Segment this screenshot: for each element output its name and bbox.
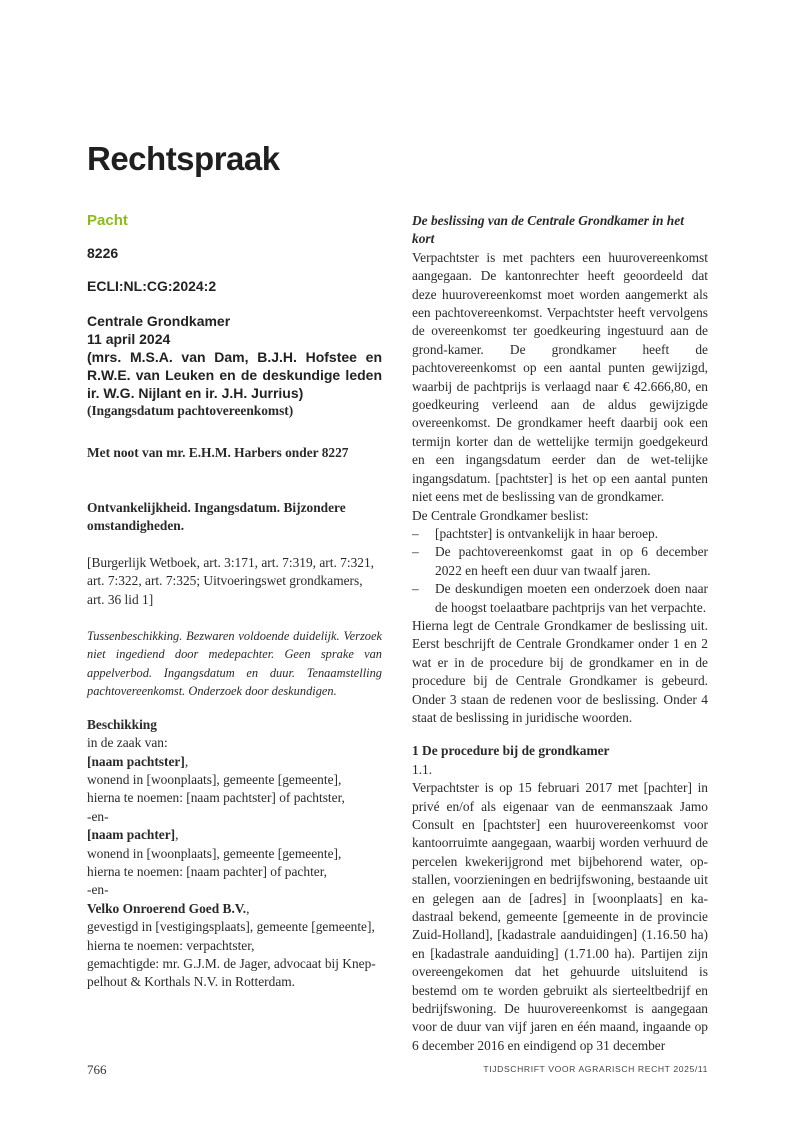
ecli-identifier: ECLI:NL:CG:2024:2 xyxy=(87,277,217,294)
right-column xyxy=(412,212,708,1055)
party-3-counsel: gemachtigde: mr. G.J.M. de Jager, advocaat bij Knep-pelhout & Korthals N.V. in Rotterdam. xyxy=(87,955,376,990)
keywords: Ontvankelijkheid. Ingangsdatum. Bijzondere omstandigheden. xyxy=(87,500,346,534)
party-3-address: gevestigd in [vestigingsplaats], gemeente [gemeente], xyxy=(87,919,375,935)
left-column xyxy=(87,212,382,992)
annotation-note: Met noot van mr. E.H.M. Harbers onder 8227 xyxy=(87,444,349,460)
section-paragraph: Verpachtster is op 15 februari 2017 met [pachter] in privé en/of als eigenaar van de eenmanszaak Jamo Consult en [pachtster] een huurovereenkomst voor kantoorruimte aangegaan, waarbij worden verhuurd de percelen kwekerijgrond met bijbehorend water, op-stallen, voorzieningen en bedrijfswoning, bestaande uit en gelegen aan de [adres] in [woonplaats] en ka-dastraal bekend, gemeente [gemeente in de provincie Zuid-Holland], [kadastrale aanduidingen] (1.16.50 ha) en [kadastrale aanduiding] (1.71.00 ha). Partijen zijn overeengekomen dat het gehuurde uitsluitend is bestemd om te worden gebruikt als sierteeltbedrijf en bedrijfswoning. De huurovereenkomst is aangegaan voor de duur van vijf jaren en één maand, ingaande op 6 december 2016 en eindigend op 31 december xyxy=(412,780,708,1053)
court-name: Centrale Grondkamer xyxy=(87,313,231,330)
party-1-alias: hierna te noemen: [naam pachtster] of pachtster, xyxy=(87,790,345,806)
section-number: 1.1. xyxy=(412,761,433,777)
party-1 xyxy=(87,753,382,771)
party-2-name: [naam pachter] xyxy=(87,827,176,843)
party-separator: -en- xyxy=(87,808,109,824)
court-block xyxy=(87,312,382,402)
party-3-alias: hierna te noemen: verpachtster, xyxy=(87,937,255,953)
list-item: – De pachtovereenkomst gaat in op 6 december 2022 en heeft een duur van twaalf jaren. xyxy=(412,543,708,580)
decision-date: 11 april 2024 xyxy=(87,331,171,348)
party-2 xyxy=(87,826,382,844)
summary-heading: De beslissing van de Centrale Grondkamer in het kort xyxy=(412,213,684,247)
decision-parties xyxy=(87,716,382,992)
section-heading: 1 De procedure bij de grondkamer xyxy=(412,743,610,759)
decision-intro: in de zaak van: xyxy=(87,735,168,751)
decides-intro: De Centrale Grondkamer beslist: xyxy=(412,507,589,523)
party-2-address: wonend in [woonplaats], gemeente [gemeente], xyxy=(87,845,342,861)
case-number: 8226 xyxy=(87,245,119,262)
party-1-comma: , xyxy=(184,753,189,769)
decision-list xyxy=(412,525,708,617)
decision-heading: Beschikking xyxy=(87,716,157,732)
party-2-alias: hierna te noemen: [naam pachter] of pachter, xyxy=(87,863,327,879)
explanation-paragraph: Hierna legt de Centrale Grondkamer de beslissing uit. Eerst beschrijft de Centrale Grondkamer onder 1 en 2 wat er in de procedure bij de grondkamer en in de procedure bij de Centrale Grondkamer is gebeurd. Onder 3 staan de redenen voor de beslissing. Onder 4 staat de beslissing in juridische woorden. xyxy=(412,617,708,725)
page-number: 766 xyxy=(87,1062,107,1077)
list-item: – [pachtster] is ontvankelijk in haar beroep. xyxy=(412,525,708,543)
party-3 xyxy=(87,900,382,918)
party-3-name: Velko Onroerend Goed B.V. xyxy=(87,900,247,916)
summary-paragraph: Verpachtster is met pachters een huurovereenkomst aangegaan. De kantonrechter heeft geoordeeld dat deze huurovereenkomst moet worden aangemerkt als een pachtovereenkomst. Verpachtster heeft vervolgens de overeenkomst ter goedkeuring ingestuurd aan de grond-kamer. De grondkamer heeft de pachtovereenkomst op een aantal punten gewijzigd, waarbij de pachtprijs is verlaagd naar € 42.666,80, en goedkeuring verleend aan de aldus gewijzigde overeenkomst. De grondkamer heeft daarbij ook een termijn korter dan de wettelijke termijn goedgekeurd en een ingangsdatum eerder dan de wet-telijke ingangsdatum. [pachtster] is het op een aantal punten niet eens met de beslissing van de grondkamer. xyxy=(412,249,708,505)
page-title: Rechtspraak xyxy=(87,140,280,177)
party-1-address: wonend in [woonplaats], gemeente [gemeente], xyxy=(87,771,342,787)
party-2-comma: , xyxy=(175,827,179,843)
legal-articles: [Burgerlijk Wetboek, art. 3:171, art. 7:319, art. 7:321, art. 7:322, art. 7:325; Uitvoeringswet grondkamers, art. 36 lid 1] xyxy=(87,554,375,607)
journal-name: TIJDSCHRIFT VOOR AGRARISCH RECHT 2025/11 xyxy=(483,1064,708,1074)
party-separator: -en- xyxy=(87,882,109,898)
party-3-comma: , xyxy=(246,900,250,916)
category-label: Pacht xyxy=(87,212,128,229)
list-item: – De deskundigen moeten een onderzoek doen naar de hoogst toelaatbare pachtprijs van het verpachte. xyxy=(412,580,708,617)
case-subject: (Ingangsdatum pachtovereenkomst) xyxy=(87,403,294,419)
case-summary: Tussenbeschikking. Bezwaren voldoende duidelijk. Verzoek niet ingediend door medepachter. Geen sprake van appelverbod. Ingangsdatum en duur. Tenaamstelling pachtovereenkomst. Onderzoek door deskundigen. xyxy=(87,629,382,699)
judges: (mrs. M.S.A. van Dam, B.J.H. Hofstee en R.W.E. van Leuken en de deskundige leden ir. W.G. Nijlant en ir. J.H. Jurrius) xyxy=(87,349,382,402)
party-1-name: [naam pachtster] xyxy=(87,753,185,769)
